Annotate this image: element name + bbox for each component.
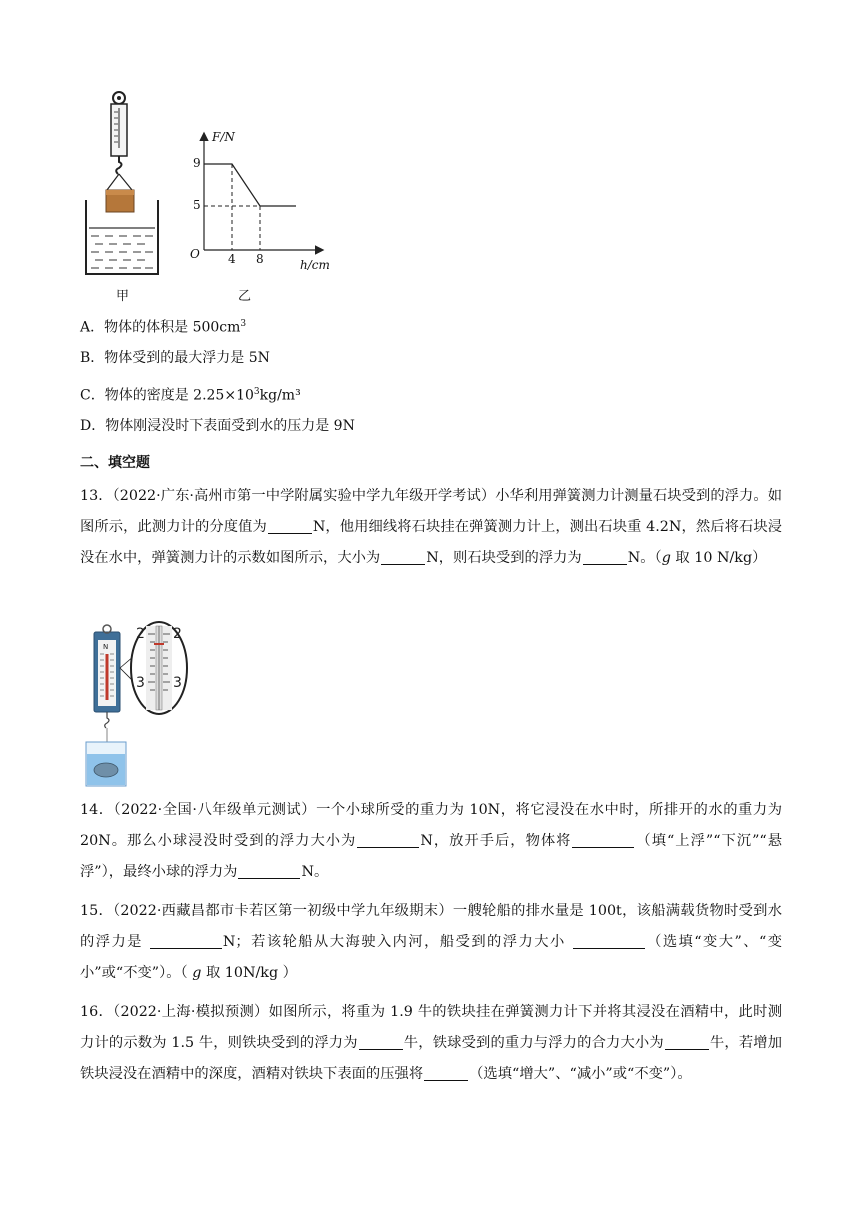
- option-letter: A．: [80, 319, 105, 336]
- q13-text-1: 13．（2022·广东·高州市第一中学附属实验中学九年级开学考试）小华利用弹簧测力计测量石块受到的浮力。如图所示，此测力计的分度值为: [80, 488, 782, 535]
- force-curve: [204, 164, 296, 206]
- figure-q13-spring-scale: [84, 620, 194, 790]
- graph-x-axis-label: h/cm: [300, 258, 330, 272]
- option-text: 物体的密度是 2.25×10: [104, 387, 254, 404]
- option-b: [80, 348, 270, 368]
- q16-text-2: 牛，铁球受到的重力与浮力的合力大小为: [403, 1035, 664, 1051]
- question-14: [80, 795, 782, 888]
- scale-mark-2-left: 2: [136, 626, 145, 642]
- q15-text-2: N；若该轮船从大海驶入内河，船受到的浮力大小: [222, 934, 572, 950]
- option-letter: C．: [80, 387, 105, 404]
- option-d: [80, 416, 355, 436]
- q14-blank-2[interactable]: [572, 831, 634, 848]
- option-text: 物体刚浸没时下表面受到水的压力是 9N: [105, 418, 355, 434]
- graph-tick-8: 8: [256, 252, 264, 266]
- option-superscript: 3: [253, 387, 260, 397]
- option-letter: D．: [80, 418, 106, 434]
- q13-g-symbol: g: [661, 550, 671, 566]
- section-heading: 二、填空题: [80, 455, 150, 471]
- q16-blank-1[interactable]: [359, 1033, 403, 1050]
- scale-mark-3-right: 3: [173, 675, 182, 691]
- option-text: 物体受到的最大浮力是 5N: [104, 350, 270, 366]
- q13-blank-3[interactable]: [583, 548, 627, 565]
- q13-text-5: 取 10 N/kg）: [670, 550, 767, 566]
- graph-tick-4: 4: [228, 252, 236, 266]
- option-superscript: 3: [240, 319, 247, 329]
- figure-jia-label: 甲: [116, 289, 130, 304]
- q16-blank-3[interactable]: [424, 1064, 468, 1081]
- q15-blank-1[interactable]: [150, 932, 222, 949]
- option-a: [80, 314, 246, 338]
- q13-text-3: N，则石块受到的浮力为: [426, 550, 582, 566]
- q13-text-2: N，他用细线将石块挂在弹簧测力计上，测出石块重 4.2N，然后将石块浸没在水中，弹簧测力计的示数如图所示，大小为: [80, 519, 782, 566]
- option-letter: B．: [80, 350, 105, 366]
- q14-text-1: 14．（2022·全国·八年级单元测试）一个小球所受的重力为 10N，将它浸没在水中时，所排开的水的重力为 20N。那么小球浸没时受到的浮力大小为: [80, 802, 782, 849]
- q14-blank-3[interactable]: [238, 862, 300, 879]
- q15-blank-2[interactable]: [573, 932, 645, 949]
- graph-tick-9: 9: [193, 156, 201, 170]
- figure-yi-label: 乙: [238, 289, 252, 304]
- q14-blank-1[interactable]: [357, 831, 419, 848]
- q16-text-4: （选填“增大”、“减小”或“不变”）。: [469, 1066, 692, 1082]
- figure-jia-apparatus: [82, 88, 162, 288]
- question-13: [80, 481, 782, 574]
- scale-mark-2-right: 2: [173, 626, 182, 642]
- scale-mark-3-left: 3: [136, 675, 145, 691]
- q14-text-3: （填“上浮”“下沉”“悬浮”），最终小球的浮力为: [80, 833, 782, 880]
- q14-text-4: N。: [301, 864, 329, 880]
- option-tail: kg/m³: [259, 387, 301, 404]
- q13-blank-2[interactable]: [381, 548, 425, 565]
- question-16: [80, 997, 782, 1090]
- question-15: [80, 896, 782, 989]
- q13-text-4: N。（: [627, 550, 662, 566]
- graph-y-axis-label: F/N: [212, 130, 235, 144]
- q16-text-3: 牛，若增加铁块浸没在酒精中的深度，酒精对铁块下表面的压强将: [80, 1035, 782, 1082]
- graph-tick-5: 5: [193, 198, 201, 212]
- q15-text-3: （选填“变大”、“变小”或“不变”）。（: [80, 934, 782, 981]
- option-c: [80, 382, 301, 406]
- q16-blank-2[interactable]: [665, 1033, 709, 1050]
- q15-text-1: 15．（2022·西藏昌都市卡若区第一初级中学九年级期末）一艘轮船的排水量是 100t，该船满载货物时受到水的浮力是: [80, 903, 782, 950]
- option-text: 物体的体积是 500cm: [104, 319, 241, 336]
- graph-origin: O: [190, 247, 200, 261]
- q15-text-4: 取 10N/kg ）: [201, 965, 297, 981]
- q16-text-1: 16．（2022·上海·模拟预测）如图所示，将重为 1.9 牛的铁块挂在弹簧测力计下并将其浸没在酒精中，此时测力计的示数为 1.5 牛，则铁块受到的浮力为: [80, 1004, 782, 1051]
- q15-g-symbol: g: [192, 965, 202, 981]
- q14-text-2: N，放开手后，物体将: [420, 833, 572, 849]
- scale-unit-text: N: [103, 643, 109, 651]
- q13-blank-1[interactable]: [268, 517, 312, 534]
